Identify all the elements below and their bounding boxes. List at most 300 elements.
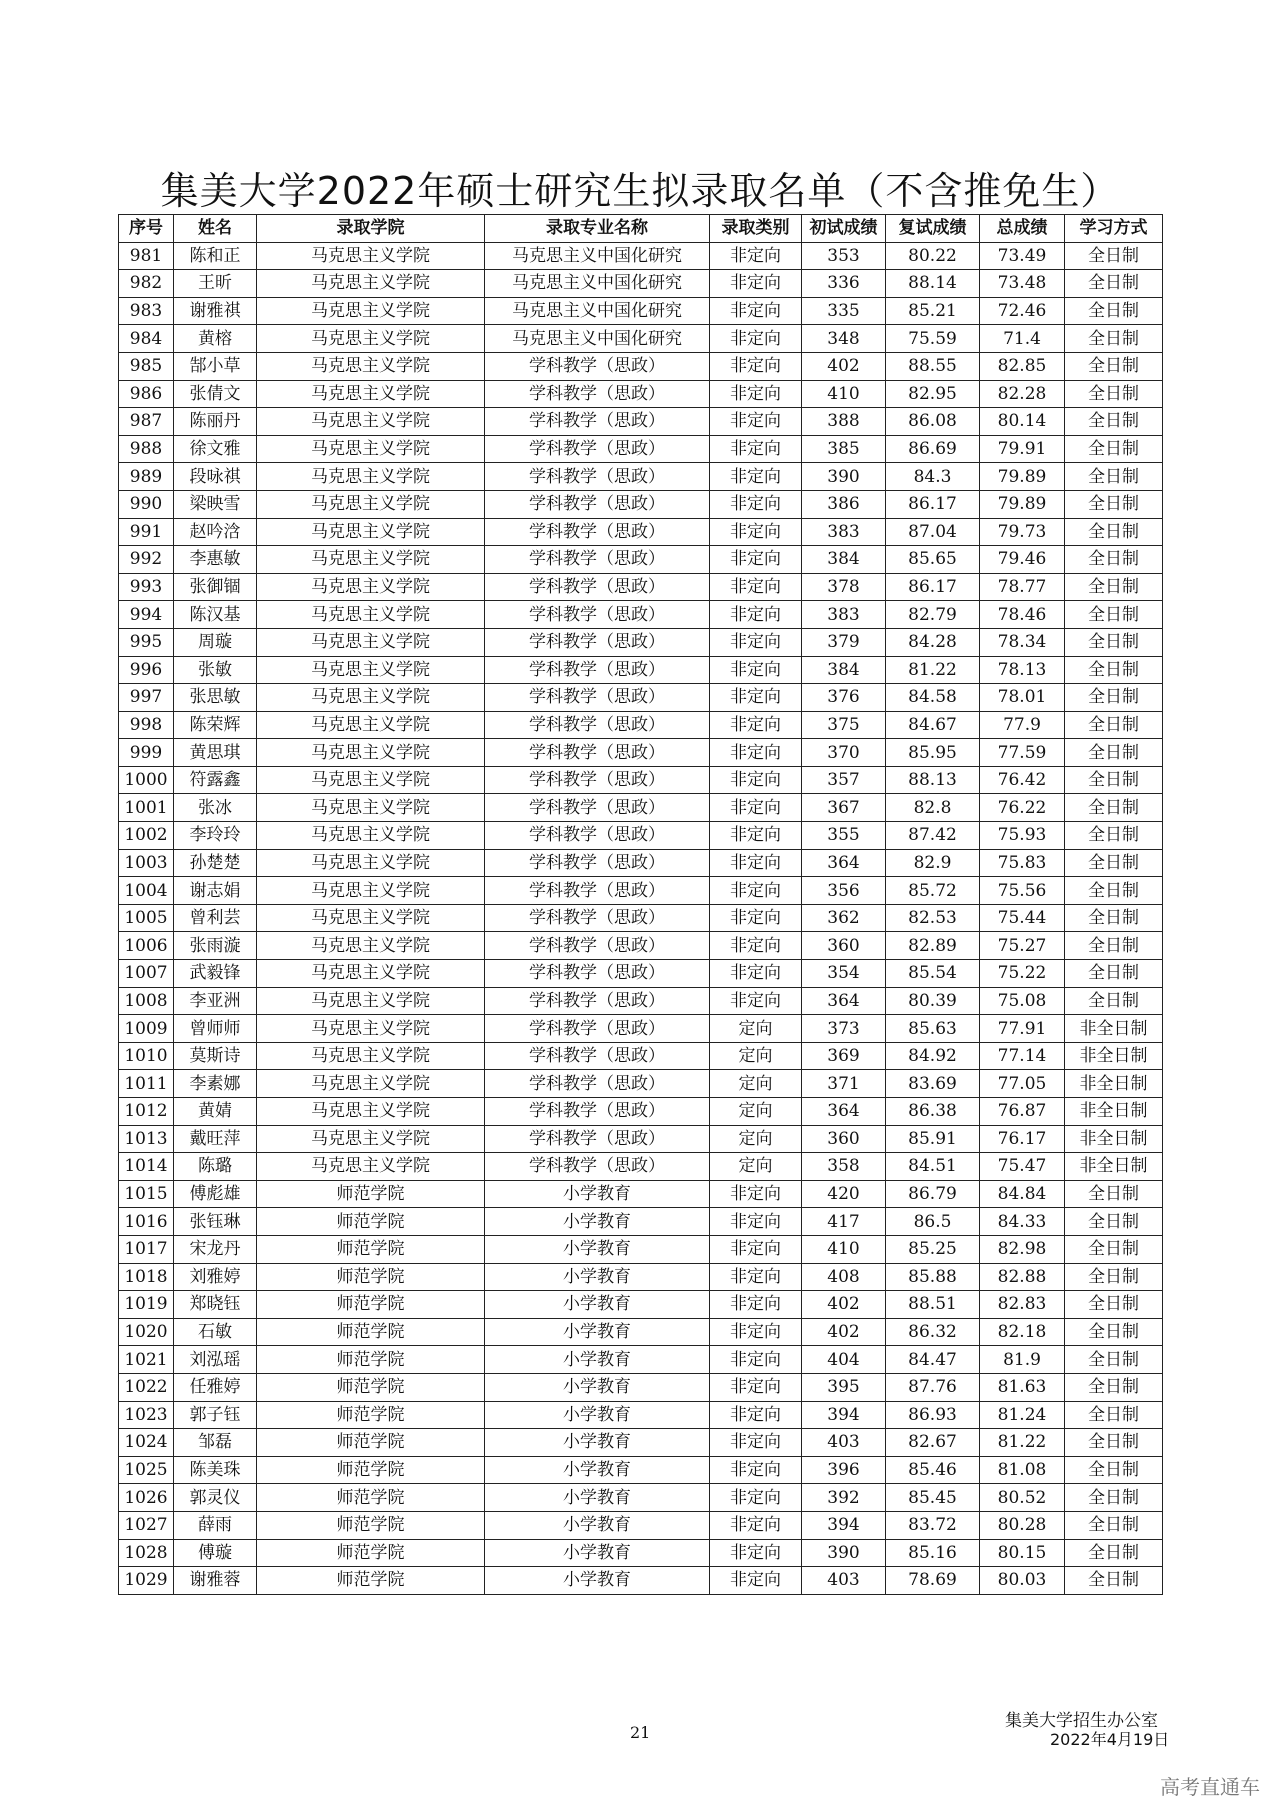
cell-prelim-score: 364	[802, 987, 886, 1015]
cell-index: 989	[119, 463, 174, 491]
cell-index: 1024	[119, 1429, 174, 1457]
cell-major: 学科教学（思政）	[485, 711, 710, 739]
cell-study-mode: 全日制	[1065, 518, 1163, 546]
cell-major: 马克思主义中国化研究	[485, 270, 710, 298]
cell-college: 师范学院	[257, 1373, 485, 1401]
cell-category: 非定向	[710, 1291, 802, 1319]
cell-retest-score: 88.55	[886, 352, 980, 380]
cell-prelim-score: 383	[802, 518, 886, 546]
cell-study-mode: 全日制	[1065, 1291, 1163, 1319]
cell-study-mode: 非全日制	[1065, 1070, 1163, 1098]
table-row	[119, 739, 1163, 767]
cell-retest-score: 85.21	[886, 297, 980, 325]
cell-major: 学科教学（思政）	[485, 435, 710, 463]
cell-category: 非定向	[710, 877, 802, 905]
cell-study-mode: 非全日制	[1065, 1125, 1163, 1153]
cell-name: 石敏	[174, 1318, 257, 1346]
cell-prelim-score: 417	[802, 1208, 886, 1236]
cell-college: 马克思主义学院	[257, 270, 485, 298]
cell-college: 师范学院	[257, 1318, 485, 1346]
cell-major: 学科教学（思政）	[485, 849, 710, 877]
cell-college: 马克思主义学院	[257, 573, 485, 601]
cell-total-score: 77.14	[980, 1042, 1065, 1070]
cell-retest-score: 85.46	[886, 1456, 980, 1484]
cell-major: 马克思主义中国化研究	[485, 325, 710, 353]
cell-college: 马克思主义学院	[257, 601, 485, 629]
cell-major: 小学教育	[485, 1456, 710, 1484]
cell-category: 非定向	[710, 1208, 802, 1236]
cell-study-mode: 全日制	[1065, 435, 1163, 463]
cell-category: 定向	[710, 1125, 802, 1153]
cell-name: 曾利芸	[174, 904, 257, 932]
cell-major: 学科教学（思政）	[485, 546, 710, 574]
cell-major: 学科教学（思政）	[485, 822, 710, 850]
cell-index: 986	[119, 380, 174, 408]
table-row	[119, 1015, 1163, 1043]
cell-index: 982	[119, 270, 174, 298]
cell-name: 谢雅祺	[174, 297, 257, 325]
cell-retest-score: 82.67	[886, 1429, 980, 1457]
cell-college: 马克思主义学院	[257, 518, 485, 546]
cell-retest-score: 85.54	[886, 960, 980, 988]
cell-total-score: 84.84	[980, 1180, 1065, 1208]
cell-index: 991	[119, 518, 174, 546]
cell-category: 非定向	[710, 1567, 802, 1595]
cell-retest-score: 80.39	[886, 987, 980, 1015]
cell-study-mode: 全日制	[1065, 904, 1163, 932]
cell-total-score: 82.28	[980, 380, 1065, 408]
cell-name: 薛雨	[174, 1511, 257, 1539]
cell-category: 非定向	[710, 739, 802, 767]
cell-retest-score: 82.9	[886, 849, 980, 877]
cell-category: 非定向	[710, 684, 802, 712]
table-row	[119, 1346, 1163, 1374]
cell-prelim-score: 373	[802, 1015, 886, 1043]
cell-name: 黄婧	[174, 1098, 257, 1126]
cell-major: 学科教学（思政）	[485, 380, 710, 408]
cell-major: 学科教学（思政）	[485, 794, 710, 822]
cell-index: 1028	[119, 1539, 174, 1567]
cell-major: 小学教育	[485, 1180, 710, 1208]
cell-name: 陈和正	[174, 242, 257, 270]
cell-major: 学科教学（思政）	[485, 1098, 710, 1126]
cell-college: 马克思主义学院	[257, 822, 485, 850]
table-row	[119, 1125, 1163, 1153]
cell-name: 陈璐	[174, 1153, 257, 1181]
cell-study-mode: 全日制	[1065, 325, 1163, 353]
cell-name: 张思敏	[174, 684, 257, 712]
cell-name: 李惠敏	[174, 546, 257, 574]
cell-college: 师范学院	[257, 1291, 485, 1319]
table-body	[119, 242, 1163, 1594]
cell-total-score: 82.83	[980, 1291, 1065, 1319]
table-row	[119, 352, 1163, 380]
cell-study-mode: 全日制	[1065, 684, 1163, 712]
cell-study-mode: 全日制	[1065, 628, 1163, 656]
cell-study-mode: 全日制	[1065, 270, 1163, 298]
cell-name: 陈丽丹	[174, 408, 257, 436]
cell-college: 马克思主义学院	[257, 435, 485, 463]
table-header-row	[119, 215, 1163, 243]
cell-retest-score: 82.79	[886, 601, 980, 629]
cell-category: 非定向	[710, 435, 802, 463]
cell-total-score: 82.88	[980, 1263, 1065, 1291]
cell-index: 1019	[119, 1291, 174, 1319]
cell-study-mode: 全日制	[1065, 1263, 1163, 1291]
cell-retest-score: 86.69	[886, 435, 980, 463]
cell-major: 小学教育	[485, 1511, 710, 1539]
cell-index: 1003	[119, 849, 174, 877]
cell-study-mode: 全日制	[1065, 1539, 1163, 1567]
page-number: 21	[630, 1723, 651, 1742]
cell-name: 曾师师	[174, 1015, 257, 1043]
cell-total-score: 81.9	[980, 1346, 1065, 1374]
cell-category: 定向	[710, 1015, 802, 1043]
cell-index: 1029	[119, 1567, 174, 1595]
cell-major: 小学教育	[485, 1373, 710, 1401]
table-row	[119, 1291, 1163, 1319]
cell-name: 李玲玲	[174, 822, 257, 850]
cell-name: 戴旺萍	[174, 1125, 257, 1153]
cell-college: 马克思主义学院	[257, 546, 485, 574]
header-total-score: 总成绩	[980, 215, 1065, 243]
cell-study-mode: 全日制	[1065, 1235, 1163, 1263]
cell-name: 黄思琪	[174, 739, 257, 767]
cell-category: 非定向	[710, 297, 802, 325]
cell-prelim-score: 335	[802, 297, 886, 325]
cell-prelim-score: 376	[802, 684, 886, 712]
cell-index: 1026	[119, 1484, 174, 1512]
cell-category: 非定向	[710, 794, 802, 822]
cell-study-mode: 全日制	[1065, 601, 1163, 629]
cell-retest-score: 82.53	[886, 904, 980, 932]
cell-category: 定向	[710, 1153, 802, 1181]
cell-study-mode: 非全日制	[1065, 1153, 1163, 1181]
cell-major: 学科教学（思政）	[485, 960, 710, 988]
cell-study-mode: 全日制	[1065, 1318, 1163, 1346]
cell-major: 学科教学（思政）	[485, 987, 710, 1015]
cell-category: 非定向	[710, 573, 802, 601]
cell-prelim-score: 367	[802, 794, 886, 822]
cell-retest-score: 85.95	[886, 739, 980, 767]
cell-study-mode: 全日制	[1065, 1429, 1163, 1457]
cell-major: 小学教育	[485, 1208, 710, 1236]
cell-major: 学科教学（思政）	[485, 739, 710, 767]
cell-total-score: 82.18	[980, 1318, 1065, 1346]
cell-prelim-score: 364	[802, 849, 886, 877]
cell-total-score: 71.4	[980, 325, 1065, 353]
cell-total-score: 77.91	[980, 1015, 1065, 1043]
cell-study-mode: 全日制	[1065, 1208, 1163, 1236]
cell-major: 小学教育	[485, 1235, 710, 1263]
cell-index: 1016	[119, 1208, 174, 1236]
cell-index: 1017	[119, 1235, 174, 1263]
table-row	[119, 242, 1163, 270]
cell-college: 马克思主义学院	[257, 987, 485, 1015]
cell-major: 小学教育	[485, 1346, 710, 1374]
cell-prelim-score: 360	[802, 1125, 886, 1153]
cell-index: 987	[119, 408, 174, 436]
cell-name: 梁映雪	[174, 490, 257, 518]
table-row	[119, 711, 1163, 739]
cell-prelim-score: 353	[802, 242, 886, 270]
cell-category: 非定向	[710, 352, 802, 380]
issue-date: 2022年4月19日	[1050, 1730, 1170, 1749]
cell-total-score: 82.85	[980, 352, 1065, 380]
table-row	[119, 601, 1163, 629]
cell-name: 张钰琳	[174, 1208, 257, 1236]
cell-college: 师范学院	[257, 1456, 485, 1484]
cell-major: 小学教育	[485, 1567, 710, 1595]
cell-prelim-score: 410	[802, 1235, 886, 1263]
cell-college: 马克思主义学院	[257, 766, 485, 794]
cell-category: 非定向	[710, 325, 802, 353]
cell-total-score: 80.14	[980, 408, 1065, 436]
cell-total-score: 73.48	[980, 270, 1065, 298]
cell-total-score: 84.33	[980, 1208, 1065, 1236]
cell-prelim-score: 378	[802, 573, 886, 601]
cell-name: 陈汉基	[174, 601, 257, 629]
cell-total-score: 72.46	[980, 297, 1065, 325]
cell-college: 马克思主义学院	[257, 297, 485, 325]
cell-name: 谢雅蓉	[174, 1567, 257, 1595]
cell-total-score: 78.46	[980, 601, 1065, 629]
cell-index: 994	[119, 601, 174, 629]
cell-college: 马克思主义学院	[257, 877, 485, 905]
cell-major: 学科教学（思政）	[485, 684, 710, 712]
cell-index: 995	[119, 628, 174, 656]
table-row	[119, 1263, 1163, 1291]
cell-major: 学科教学（思政）	[485, 877, 710, 905]
cell-category: 非定向	[710, 1429, 802, 1457]
watermark: 高考直通车	[1160, 1775, 1260, 1799]
table-row	[119, 1567, 1163, 1595]
cell-category: 非定向	[710, 766, 802, 794]
cell-study-mode: 全日制	[1065, 739, 1163, 767]
cell-prelim-score: 384	[802, 546, 886, 574]
cell-name: 张御锢	[174, 573, 257, 601]
cell-category: 非定向	[710, 408, 802, 436]
cell-name: 赵吟浛	[174, 518, 257, 546]
cell-study-mode: 全日制	[1065, 932, 1163, 960]
cell-major: 马克思主义中国化研究	[485, 242, 710, 270]
cell-prelim-score: 402	[802, 1291, 886, 1319]
cell-index: 1022	[119, 1373, 174, 1401]
cell-retest-score: 83.69	[886, 1070, 980, 1098]
cell-index: 1009	[119, 1015, 174, 1043]
cell-retest-score: 87.76	[886, 1373, 980, 1401]
cell-category: 非定向	[710, 1511, 802, 1539]
cell-index: 984	[119, 325, 174, 353]
cell-name: 符露鑫	[174, 766, 257, 794]
cell-category: 非定向	[710, 242, 802, 270]
table-row	[119, 380, 1163, 408]
cell-index: 1008	[119, 987, 174, 1015]
cell-total-score: 75.22	[980, 960, 1065, 988]
table-row	[119, 1070, 1163, 1098]
cell-study-mode: 全日制	[1065, 1346, 1163, 1374]
cell-total-score: 75.27	[980, 932, 1065, 960]
cell-retest-score: 86.17	[886, 573, 980, 601]
cell-index: 1011	[119, 1070, 174, 1098]
table-row	[119, 849, 1163, 877]
cell-total-score: 81.22	[980, 1429, 1065, 1457]
cell-name: 孙楚楚	[174, 849, 257, 877]
cell-major: 学科教学（思政）	[485, 656, 710, 684]
cell-retest-score: 81.22	[886, 656, 980, 684]
cell-category: 非定向	[710, 270, 802, 298]
table-row	[119, 1235, 1163, 1263]
cell-retest-score: 86.17	[886, 490, 980, 518]
cell-total-score: 78.13	[980, 656, 1065, 684]
cell-college: 马克思主义学院	[257, 1042, 485, 1070]
table-row	[119, 463, 1163, 491]
cell-study-mode: 全日制	[1065, 297, 1163, 325]
cell-index: 988	[119, 435, 174, 463]
cell-total-score: 75.08	[980, 987, 1065, 1015]
cell-prelim-score: 362	[802, 904, 886, 932]
cell-study-mode: 全日制	[1065, 766, 1163, 794]
cell-prelim-score: 379	[802, 628, 886, 656]
cell-retest-score: 82.95	[886, 380, 980, 408]
cell-major: 学科教学（思政）	[485, 766, 710, 794]
cell-retest-score: 83.72	[886, 1511, 980, 1539]
cell-category: 定向	[710, 1042, 802, 1070]
cell-study-mode: 全日制	[1065, 242, 1163, 270]
table-row	[119, 546, 1163, 574]
cell-prelim-score: 357	[802, 766, 886, 794]
cell-study-mode: 全日制	[1065, 380, 1163, 408]
cell-index: 1014	[119, 1153, 174, 1181]
cell-study-mode: 全日制	[1065, 822, 1163, 850]
cell-college: 师范学院	[257, 1429, 485, 1457]
cell-retest-score: 84.28	[886, 628, 980, 656]
cell-college: 马克思主义学院	[257, 1098, 485, 1126]
cell-category: 非定向	[710, 1318, 802, 1346]
cell-total-score: 79.73	[980, 518, 1065, 546]
cell-total-score: 80.28	[980, 1511, 1065, 1539]
cell-name: 王昕	[174, 270, 257, 298]
cell-total-score: 79.89	[980, 490, 1065, 518]
cell-category: 非定向	[710, 822, 802, 850]
header-index: 序号	[119, 215, 174, 243]
cell-study-mode: 全日制	[1065, 546, 1163, 574]
cell-major: 小学教育	[485, 1291, 710, 1319]
cell-index: 1007	[119, 960, 174, 988]
cell-major: 小学教育	[485, 1484, 710, 1512]
cell-retest-score: 85.25	[886, 1235, 980, 1263]
cell-index: 993	[119, 573, 174, 601]
cell-name: 徐文雅	[174, 435, 257, 463]
cell-study-mode: 全日制	[1065, 794, 1163, 822]
cell-college: 马克思主义学院	[257, 1153, 485, 1181]
header-college: 录取学院	[257, 215, 485, 243]
cell-prelim-score: 360	[802, 932, 886, 960]
cell-prelim-score: 420	[802, 1180, 886, 1208]
table-row	[119, 1042, 1163, 1070]
cell-prelim-score: 354	[802, 960, 886, 988]
cell-retest-score: 86.5	[886, 1208, 980, 1236]
cell-total-score: 79.46	[980, 546, 1065, 574]
cell-prelim-score: 394	[802, 1511, 886, 1539]
cell-prelim-score: 355	[802, 822, 886, 850]
cell-name: 武毅锋	[174, 960, 257, 988]
cell-index: 1005	[119, 904, 174, 932]
cell-prelim-score: 369	[802, 1042, 886, 1070]
cell-prelim-score: 410	[802, 380, 886, 408]
cell-major: 学科教学（思政）	[485, 1070, 710, 1098]
cell-major: 学科教学（思政）	[485, 573, 710, 601]
cell-retest-score: 87.04	[886, 518, 980, 546]
cell-study-mode: 全日制	[1065, 1567, 1163, 1595]
cell-study-mode: 全日制	[1065, 711, 1163, 739]
cell-college: 师范学院	[257, 1401, 485, 1429]
cell-index: 1000	[119, 766, 174, 794]
cell-study-mode: 全日制	[1065, 1373, 1163, 1401]
cell-total-score: 76.42	[980, 766, 1065, 794]
cell-category: 非定向	[710, 490, 802, 518]
table-row	[119, 656, 1163, 684]
cell-study-mode: 全日制	[1065, 490, 1163, 518]
table-row	[119, 1098, 1163, 1126]
cell-index: 1020	[119, 1318, 174, 1346]
cell-study-mode: 全日制	[1065, 987, 1163, 1015]
cell-college: 马克思主义学院	[257, 684, 485, 712]
cell-prelim-score: 348	[802, 325, 886, 353]
cell-category: 非定向	[710, 518, 802, 546]
cell-index: 1004	[119, 877, 174, 905]
cell-total-score: 82.98	[980, 1235, 1065, 1263]
cell-retest-score: 87.42	[886, 822, 980, 850]
cell-index: 1015	[119, 1180, 174, 1208]
cell-study-mode: 全日制	[1065, 1511, 1163, 1539]
cell-index: 1025	[119, 1456, 174, 1484]
cell-total-score: 78.34	[980, 628, 1065, 656]
cell-category: 非定向	[710, 711, 802, 739]
cell-prelim-score: 356	[802, 877, 886, 905]
table-row	[119, 573, 1163, 601]
cell-total-score: 75.47	[980, 1153, 1065, 1181]
cell-prelim-score: 396	[802, 1456, 886, 1484]
table-row	[119, 325, 1163, 353]
cell-index: 983	[119, 297, 174, 325]
cell-total-score: 80.52	[980, 1484, 1065, 1512]
table-row	[119, 987, 1163, 1015]
cell-study-mode: 全日制	[1065, 877, 1163, 905]
table-row	[119, 1539, 1163, 1567]
cell-college: 马克思主义学院	[257, 408, 485, 436]
cell-category: 非定向	[710, 1456, 802, 1484]
cell-study-mode: 全日制	[1065, 1401, 1163, 1429]
cell-college: 师范学院	[257, 1484, 485, 1512]
cell-index: 996	[119, 656, 174, 684]
table-row	[119, 1401, 1163, 1429]
cell-prelim-score: 402	[802, 352, 886, 380]
cell-name: 郑晓钰	[174, 1291, 257, 1319]
table-row	[119, 1180, 1163, 1208]
cell-retest-score: 88.51	[886, 1291, 980, 1319]
cell-study-mode: 全日制	[1065, 1484, 1163, 1512]
cell-index: 1001	[119, 794, 174, 822]
cell-category: 非定向	[710, 1401, 802, 1429]
cell-prelim-score: 395	[802, 1373, 886, 1401]
cell-prelim-score: 371	[802, 1070, 886, 1098]
cell-index: 1010	[119, 1042, 174, 1070]
cell-index: 1006	[119, 932, 174, 960]
cell-prelim-score: 390	[802, 1539, 886, 1567]
cell-major: 学科教学（思政）	[485, 1015, 710, 1043]
cell-name: 傅彪雄	[174, 1180, 257, 1208]
